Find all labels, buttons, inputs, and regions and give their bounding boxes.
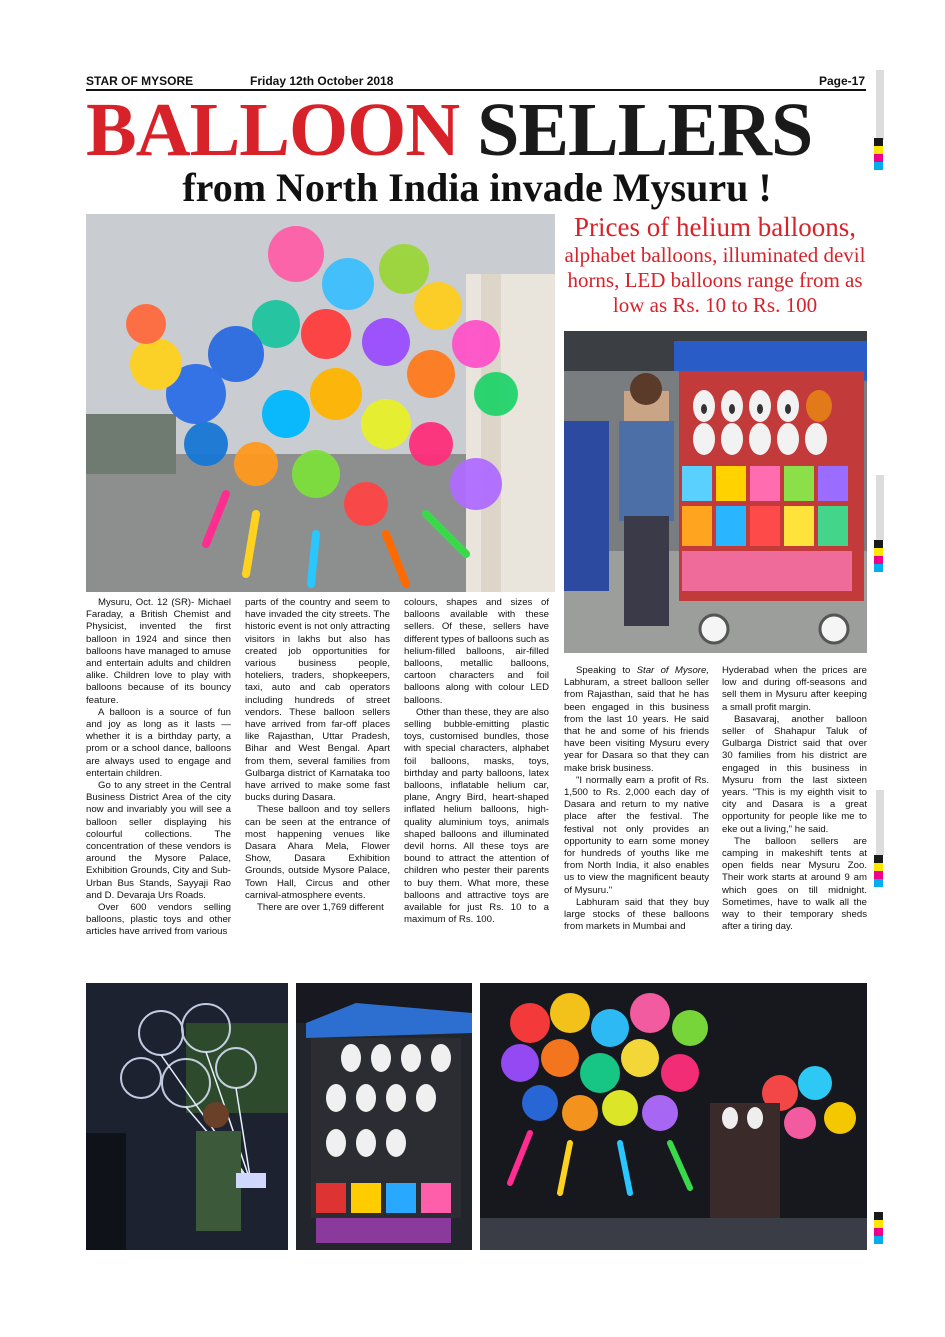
headline <box>86 88 868 172</box>
registration-yellow <box>874 1220 883 1228</box>
paragraph: The balloon sellers are camping in makeshift tents at open fields near Mysuru Zoo. Their work starts at around 9 am which goes on till midnight. Sometimes, have to walk all the way to their temporary sheds after a tiring day. <box>722 835 867 933</box>
headline-sellers: SELLERS <box>477 88 813 172</box>
paper-name: STAR OF MYSORE <box>86 74 194 88</box>
paragraph: Basavaraj, another balloon seller of Shahapur Taluk of Gulbarga District said that over 30 families from his district are engaged in this business in Mysuru from the last sixteen years. "This is my eighth visit to city and Dasara is a great opportunity for people like me to eke out a living," he said. <box>722 713 867 835</box>
photo-mask-cart <box>564 331 867 653</box>
registration-bar <box>876 70 884 140</box>
article-column-2 <box>245 597 390 975</box>
photo-boy-led-balloons <box>86 983 288 1250</box>
photo-mask-stall <box>296 983 472 1250</box>
headline-balloon: BALLOON <box>86 88 460 172</box>
registration-magenta <box>874 871 883 879</box>
registration-black <box>874 540 883 548</box>
page-number: Page-17 <box>818 74 865 88</box>
registration-magenta <box>874 556 883 564</box>
article-column-5 <box>722 665 867 975</box>
registration-black <box>874 855 883 863</box>
paragraph <box>564 665 709 775</box>
article-column-3 <box>404 597 549 975</box>
registration-yellow <box>874 548 883 556</box>
article-column-1 <box>86 597 231 975</box>
paragraph: Mysuru, Oct. 12 (SR)- Michael Faraday, a British Chemist and Physicist, invented the first balloon in 1924 and since then balloons have managed to amuse and entertain adults and children alike. Children love to play with balloons because of its bouncy feature. <box>86 597 231 706</box>
paragraph: parts of the country and seem to have invaded the city streets. The historic event is not only attracting visitors in lakhs but also has created job opportunities for various business people, hoteliers, traders, shopkeepers, taxi, auto and cab operators including hundreds of street vendors. These balloon sellers have arrived from far-off places like Rajasthan, Uttar Pradesh, Bihar and West Bengal. Apart from them, several families from Gulbarga district of Karnataka too have arrived to make some fast bucks during Dasara. <box>245 597 390 804</box>
registration-yellow <box>874 863 883 871</box>
registration-cyan <box>874 1236 883 1244</box>
deck-line-1: Prices of helium balloons, <box>574 212 856 242</box>
registration-bar <box>876 790 884 855</box>
registration-cyan <box>874 879 883 887</box>
article-column-4 <box>564 665 709 975</box>
paragraph: "I normally earn a profit of Rs. 1,500 to Rs. 2,000 each day of Dasara and return to my native place after the festival. The festival not only provides an opportunity to earn some money for hundreds of youths like me from North India, it also enables us to view the magnificent beauty of Mysuru." <box>564 774 709 896</box>
deck <box>560 212 870 318</box>
paragraph: Go to any street in the Central Business District Area of the city now and invariably you will see a balloon seller displaying his colourful collections. The concentration of these vendors is around the Mysore Palace, Exhibition Grounds, City and Sub-Urban Bus Stands, Sayyaji Rao and D. Devaraja Urs Roads. <box>86 780 231 901</box>
publication-name: Star of Mysore, <box>636 665 710 676</box>
registration-black <box>874 1212 883 1220</box>
photo-balloon-cluster <box>86 214 555 592</box>
registration-bar <box>876 475 884 540</box>
registration-magenta <box>874 154 883 162</box>
paragraph: Labhuram said that they buy large stocks of these balloons from markets in Mumbai and <box>564 896 709 933</box>
paragraph: Hyderabad when the prices are low and during off-seasons and sell them in Mysuru after keeping a small profit margin. <box>722 665 867 713</box>
registration-cyan <box>874 162 883 170</box>
deck-line-2: alphabet balloons, illuminated devil horns, LED balloons range from as low as Rs. 10 to Rs. 100 <box>564 243 866 317</box>
intro-text: Speaking to <box>576 665 637 676</box>
subheadline: from North India invade Mysuru ! <box>182 165 772 210</box>
photo-night-balloon-stall <box>480 983 867 1250</box>
registration-magenta <box>874 1228 883 1236</box>
paragraph: These balloon and toy sellers can be seen at the entrance of most happening venues like Dasara Ahara Mela, Flower Show, Dasara Exhibition Grounds, outside Mysore Palace, Town Hall, Circus and other carnival-atmosphere events. <box>245 804 390 901</box>
paragraph: Other than these, they are also selling bubble-emitting plastic toys, customised bundles, those with special characters, alphabet foil balloons, masks, toys, birthday and party balloons, latex balloons, inflatable helium car, plane, Angry Bird, heart-shaped inflated helium balloons, high-quality aluminium toys, animals shaped balloons and illuminated devil horns. All these toys are bound to attract the attention of children who pester their parents to buy them. What more, these balloons and attractive toys are available for just Rs. 10 to a maximum of Rs. 100. <box>404 706 549 926</box>
paragraph: There are over 1,769 different <box>257 902 384 914</box>
paragraph: Over 600 vendors selling balloons, plastic toys and other articles have arrived from various <box>86 902 231 938</box>
registration-black <box>874 138 883 146</box>
paragraph: A balloon is a source of fun and joy as long as it lasts — whether it is a birthday party, a prom or a school dance, balloons are always used to engage and entertain children. <box>86 706 231 779</box>
registration-yellow <box>874 146 883 154</box>
paragraph: colours, shapes and sizes of balloons available with these sellers. Of these, sellers have different types of balloons such as helium-filled balloons, air-filled balloons, metallic balloons, cartoon characters and foil balloons along with colour LED balloons. <box>404 597 549 706</box>
registration-cyan <box>874 564 883 572</box>
paragraph-text: Labhuram, a street balloon seller from Rajasthan, said that he has been engaged in this business from the last 10 years. He said that he and some of his friends have been visiting Mysuru every year for Dasara so that they can make brisk business. <box>564 677 709 774</box>
issue-date: Friday 12th October 2018 <box>250 74 394 88</box>
